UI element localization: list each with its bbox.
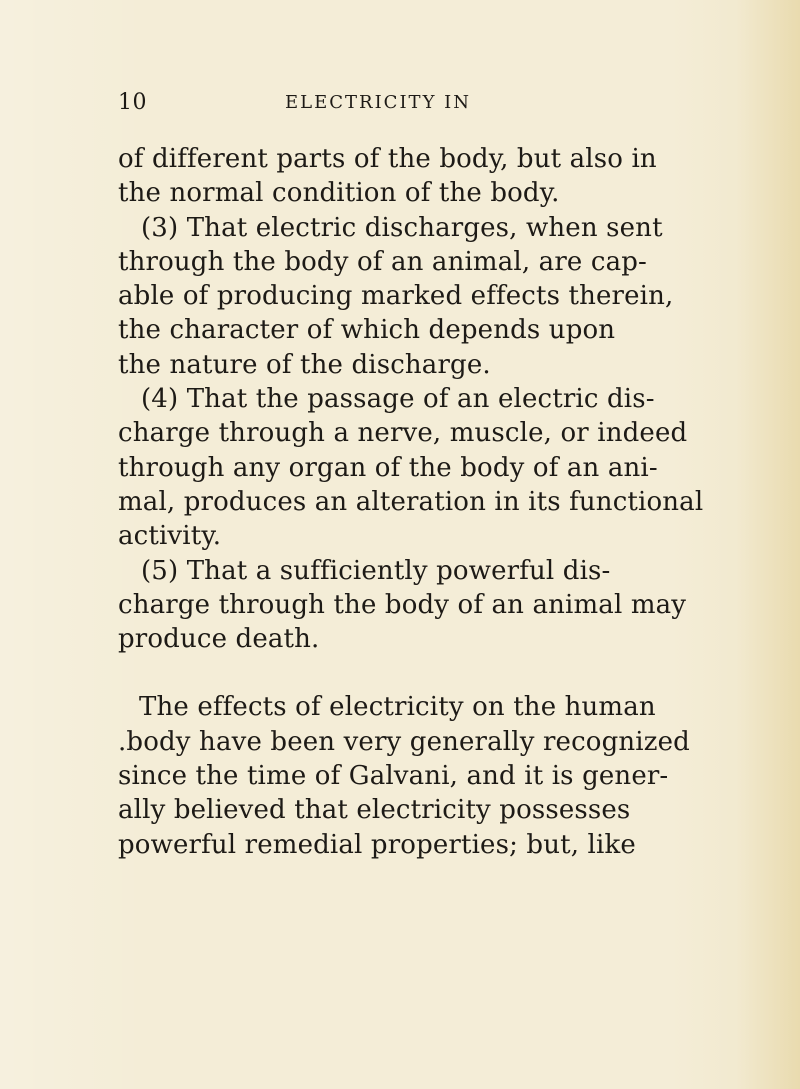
text-line: ally believed that electricity possesses — [118, 795, 631, 826]
text-line: The effects of electricity on the human — [139, 692, 656, 723]
text-line: the character of which depends upon — [118, 315, 616, 346]
text-line: (3) That electric discharges, when sent — [141, 212, 663, 243]
text-line: able of producing marked effects therein, — [118, 281, 674, 312]
text-line: powerful remedial properties; but, like — [118, 829, 636, 860]
page-number: 10 — [118, 90, 147, 115]
text-line: since the time of Galvani, and it is gener- — [118, 761, 669, 792]
text-line: of different parts of the body, but also in — [118, 144, 657, 174]
text-line: charge through a nerve, muscle, or indeed — [118, 418, 688, 449]
body-text — [118, 142, 704, 862]
text-line: the normal condition of the body. — [118, 178, 560, 209]
text-line: (4) That the passage of an electric dis- — [141, 384, 655, 415]
text-line: (5) That a sufficiently powerful dis- — [141, 555, 611, 586]
text-line: through the body of an animal, are cap- — [118, 246, 647, 277]
paragraph-break — [118, 656, 698, 690]
text-line: produce death. — [118, 624, 320, 655]
text-line: mal, produces an alteration in its functional — [118, 486, 704, 517]
text-line: through any organ of the body of an ani- — [118, 452, 658, 483]
page-header — [118, 90, 678, 120]
text-line: activity. — [118, 521, 222, 552]
running-head: ELECTRICITY IN — [285, 92, 472, 113]
text-line: the nature of the discharge. — [118, 349, 491, 380]
text-line: .body have been very generally recognized — [118, 726, 690, 757]
text-line: charge through the body of an animal may — [118, 589, 687, 620]
